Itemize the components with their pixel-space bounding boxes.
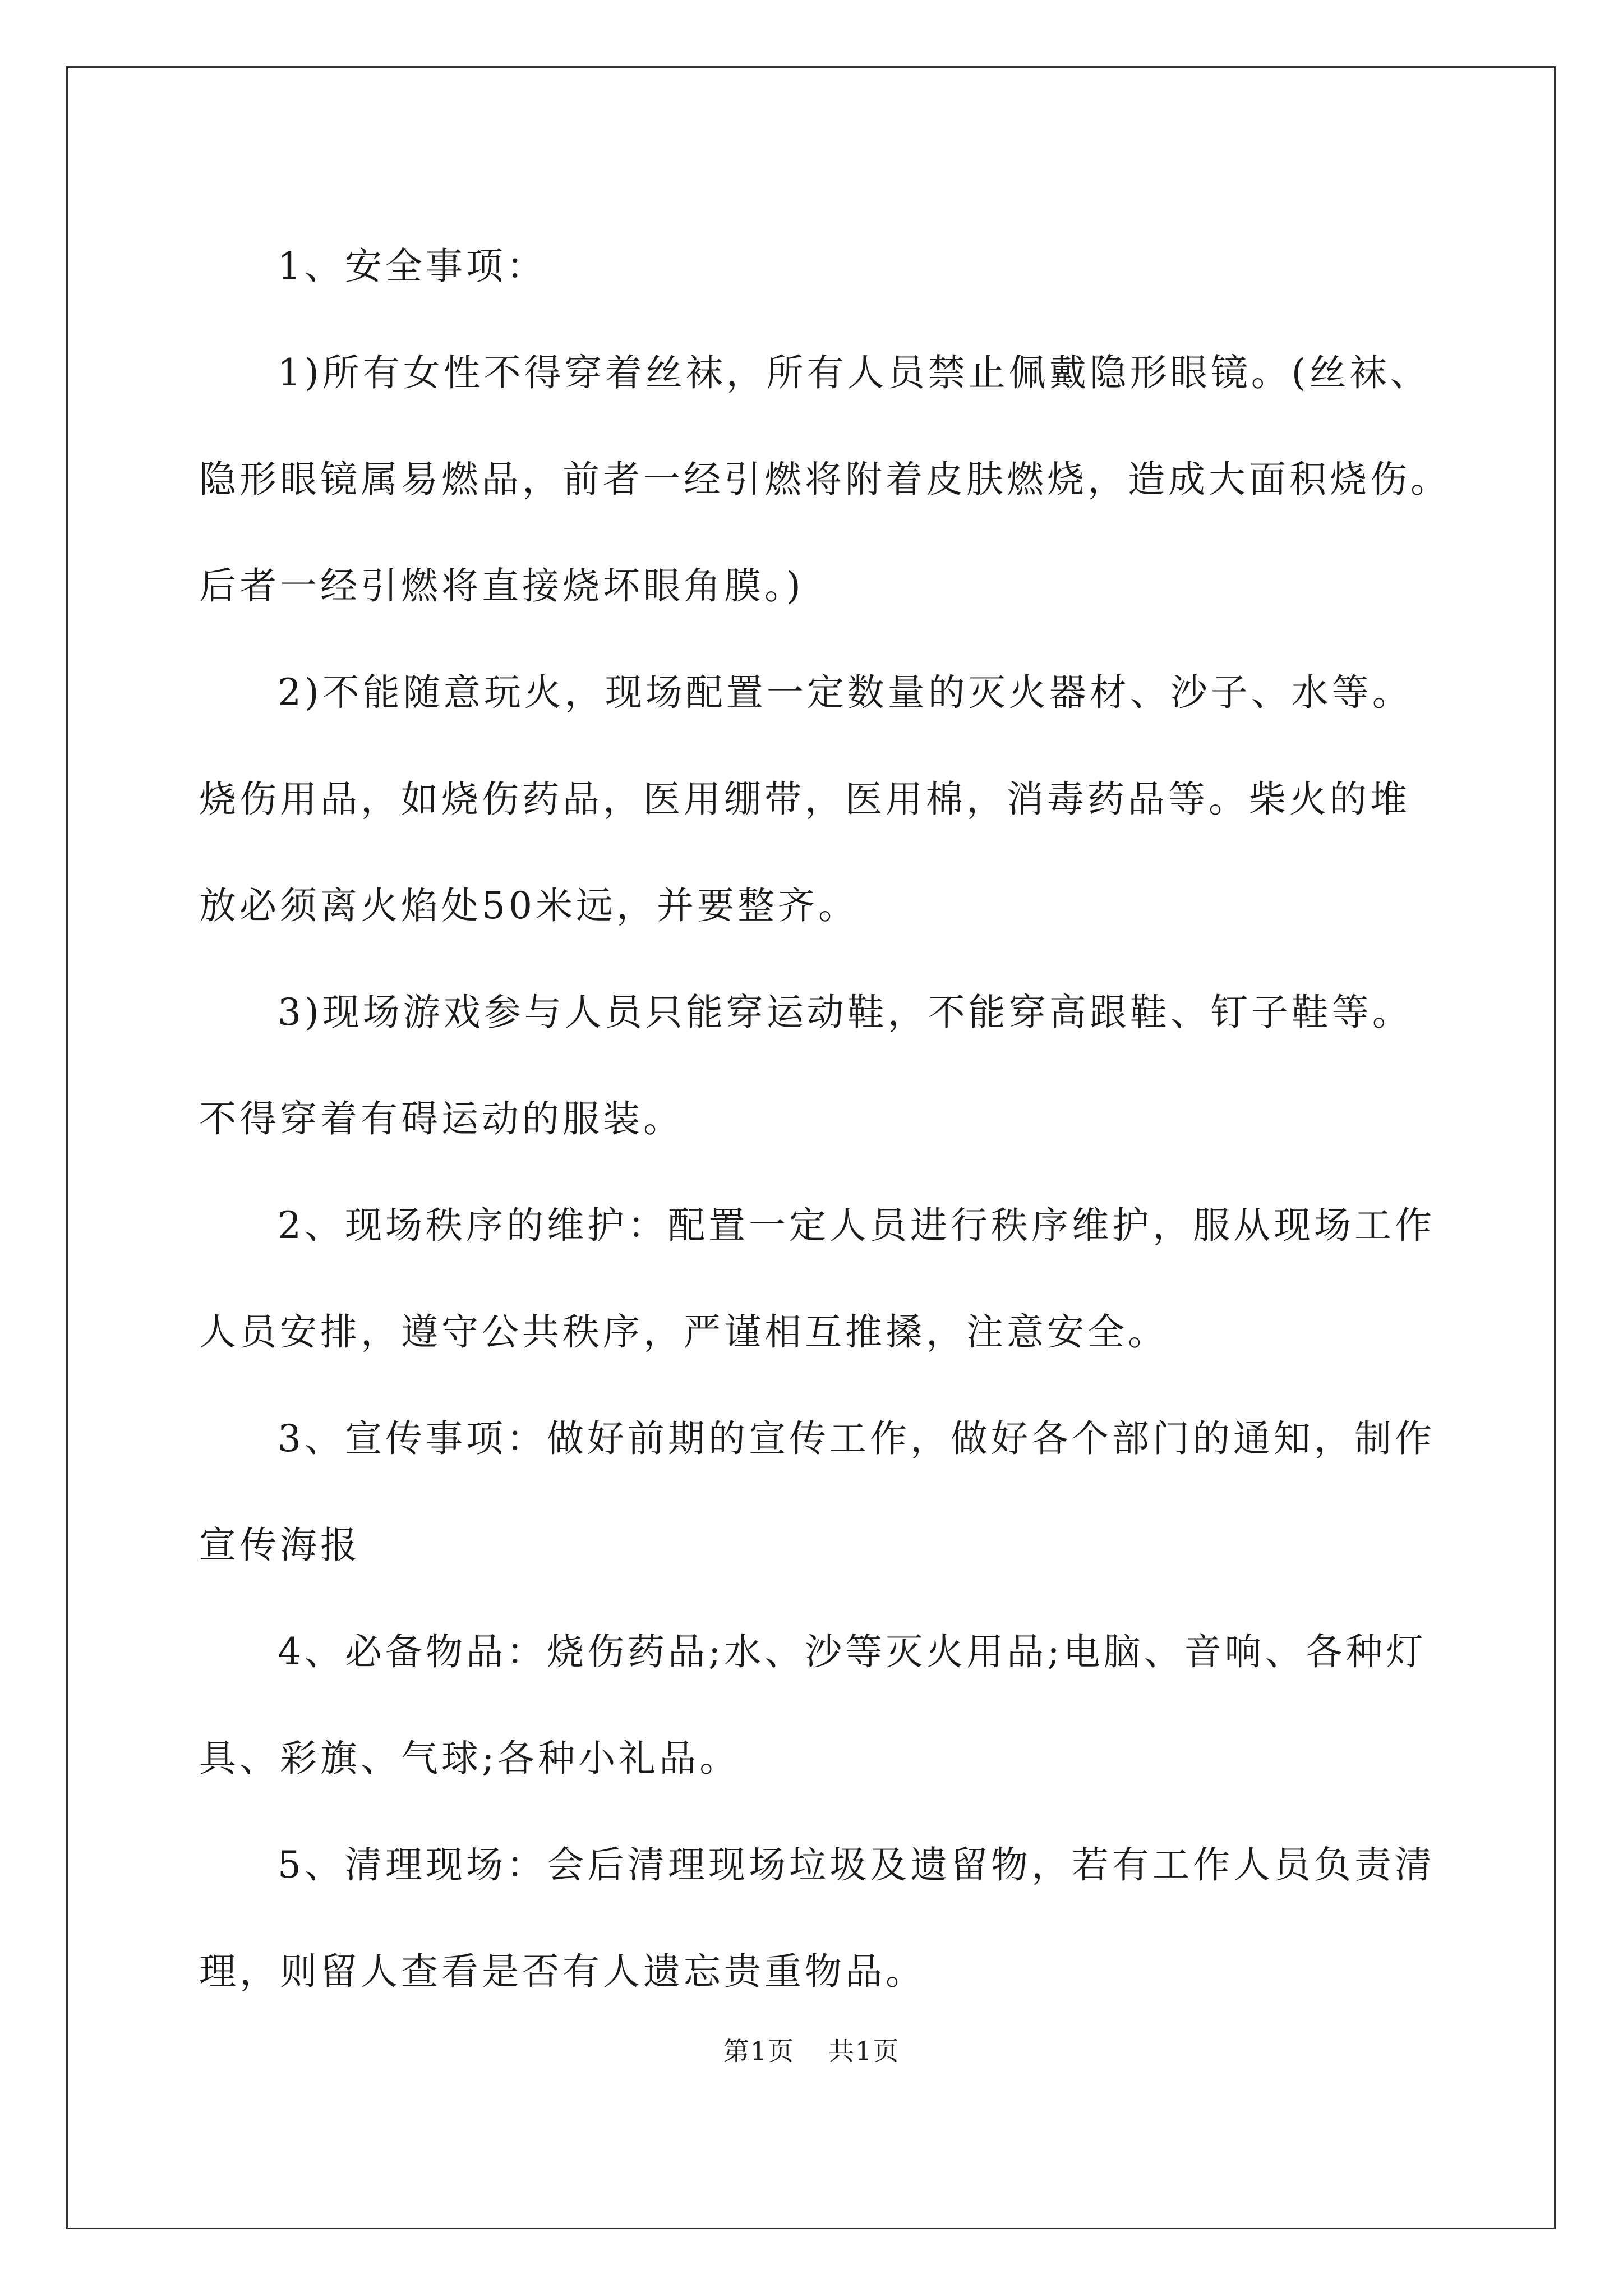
paragraph-safety-item-2: [199, 639, 1427, 959]
text-line: 不得穿着有碍运动的服装。: [199, 1097, 684, 1140]
paragraph-order: [199, 1172, 1435, 1386]
page-number: 第1页: [723, 2036, 795, 2066]
paragraph-safety-heading: [199, 213, 1427, 320]
text-line: 烧伤用品，如烧伤药品，医用绷带，医用棉，消毒药品等。柴火的堆: [199, 777, 1410, 821]
text-line: 2、现场秩序的维护：配置一定人员进行秩序维护，服从现场工作: [278, 1204, 1435, 1247]
text-line: 1、安全事项：: [278, 245, 547, 288]
text-line: 宣传海报: [199, 1524, 361, 1567]
paragraph-supplies: [199, 1599, 1427, 1812]
text-line: 放必须离火焰处50米远，并要整齐。: [199, 884, 859, 927]
paragraph-safety-item-1: [199, 320, 1451, 639]
text-line: 隐形眼镜属易燃品，前者一经引燃将附着皮肤燃烧，造成大面积烧伤。: [199, 458, 1451, 501]
text-line: 2)不能随意玩火，现场配置一定数量的灭火器材、沙子、水等。: [278, 671, 1413, 714]
paragraph-safety-item-3: [199, 959, 1427, 1172]
text-line: 4、必备物品：烧伤药品;水、沙等灭火用品;电脑、音响、各种灯: [278, 1630, 1427, 1673]
page-footer: [0, 2031, 1623, 2068]
text-line: 后者一经引燃将直接烧坏眼角膜。): [199, 564, 804, 608]
page-total: 共1页: [828, 2036, 900, 2066]
text-line: 理，则留人查看是否有人遗忘贵重物品。: [199, 1950, 926, 1993]
text-line: 5、清理现场：会后清理现场垃圾及遗留物，若有工作人员负责清: [278, 1843, 1435, 1887]
text-line: 人员安排，遵守公共秩序，严谨相互推搡，注意安全。: [199, 1310, 1168, 1354]
text-line: 3、宣传事项：做好前期的宣传工作，做好各个部门的通知，制作: [278, 1417, 1435, 1460]
paragraph-publicity: [199, 1386, 1435, 1599]
text-line: 1)所有女性不得穿着丝袜，所有人员禁止佩戴隐形眼镜。(丝袜、: [278, 351, 1431, 394]
text-line: 3)现场游戏参与人员只能穿运动鞋，不能穿高跟鞋、钉子鞋等。: [278, 991, 1413, 1034]
paragraph-cleanup: [199, 1812, 1435, 2025]
document-body: [199, 213, 1451, 2025]
text-line: 具、彩旗、气球;各种小礼品。: [199, 1737, 740, 1780]
